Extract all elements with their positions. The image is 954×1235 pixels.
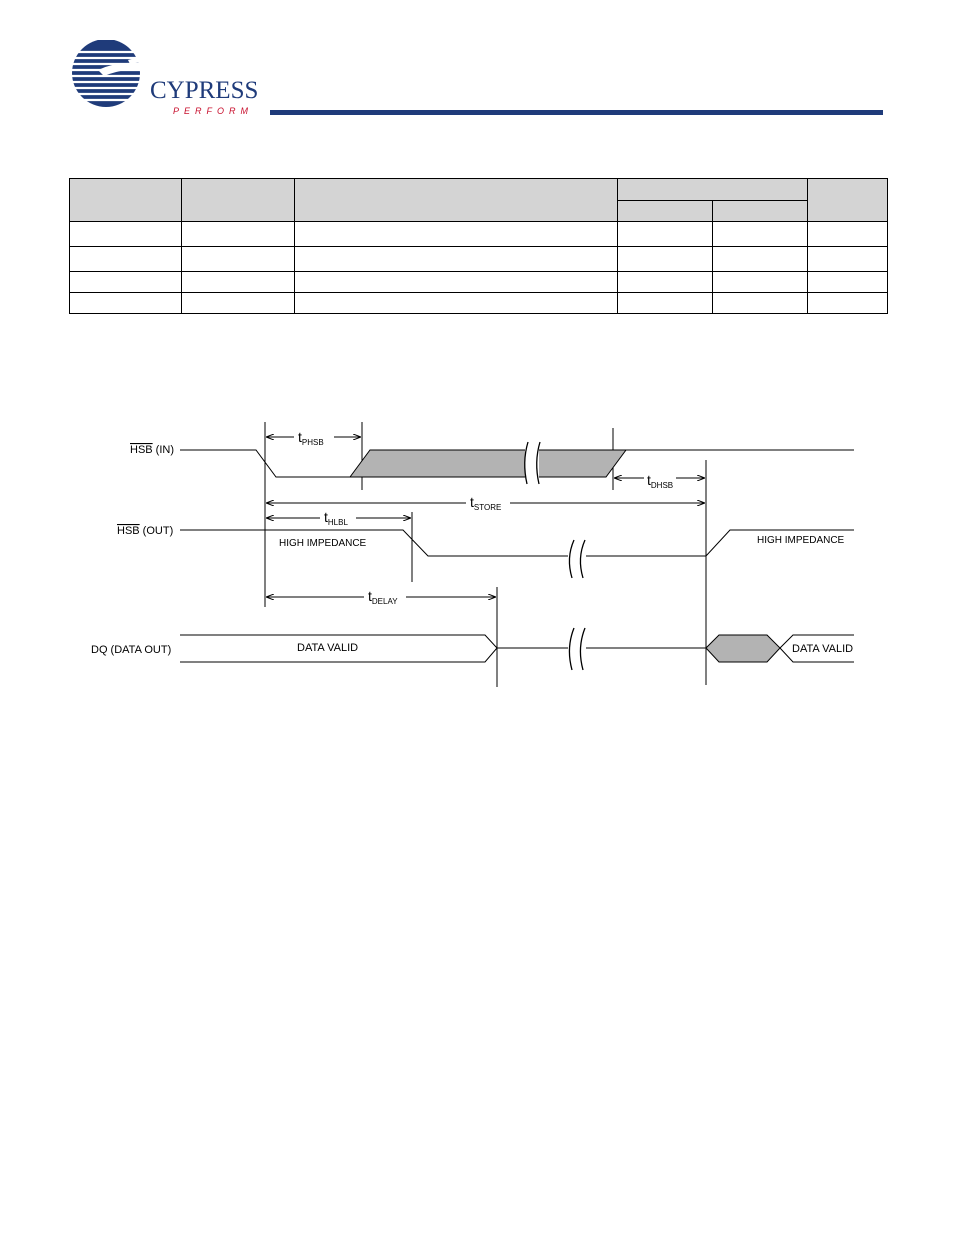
signal-label-hsb-out: HSB (OUT) — [117, 525, 174, 537]
table-header-cell — [70, 179, 182, 222]
table-row — [70, 247, 888, 272]
table-header-row — [70, 179, 888, 201]
signal-label-hsb-in: HSB (IN) — [130, 444, 175, 456]
brand-wordmark: CYPRESS — [150, 77, 258, 104]
state-data-valid: DATA VALID — [297, 642, 359, 654]
hsb-timing-diagram — [0, 400, 954, 700]
t-phsb-label: $t_{PHSB}$ — [298, 429, 324, 447]
spec-table — [69, 178, 888, 314]
table-header-cell — [295, 179, 618, 222]
header-rule — [270, 110, 883, 115]
table-row — [70, 272, 888, 293]
table-header-cell — [618, 179, 808, 201]
t-store-label: $t_{STORE}$ — [470, 494, 502, 512]
time-break-hsb-in — [525, 440, 540, 486]
brand-tagline: PERFORM — [173, 106, 253, 116]
state-high-impedance: HIGH IMPEDANCE — [757, 535, 845, 546]
dq-transition-shade — [706, 635, 780, 662]
time-break-hsb-out — [569, 540, 585, 578]
hsb-in-transition-shade — [350, 450, 626, 477]
table-row — [70, 222, 888, 247]
table-header-cell — [808, 179, 888, 222]
cypress-logo — [68, 40, 258, 120]
table-header-cell — [182, 179, 295, 222]
t-dhsb-label: $t_{DHSB}$ — [647, 472, 674, 490]
state-high-impedance: HIGH IMPEDANCE — [279, 538, 367, 549]
table-header-cell — [713, 201, 808, 222]
table-row — [70, 293, 888, 314]
signal-label-dq: DQ (DATA OUT) — [91, 644, 172, 656]
t-hlbl-label: $t_{HLBL}$ — [324, 509, 348, 527]
table-header-cell — [618, 201, 713, 222]
time-break-dq — [569, 628, 585, 670]
t-delay-label: $t_{DELAY}$ — [368, 588, 398, 606]
state-data-valid: DATA VALID — [792, 643, 854, 655]
